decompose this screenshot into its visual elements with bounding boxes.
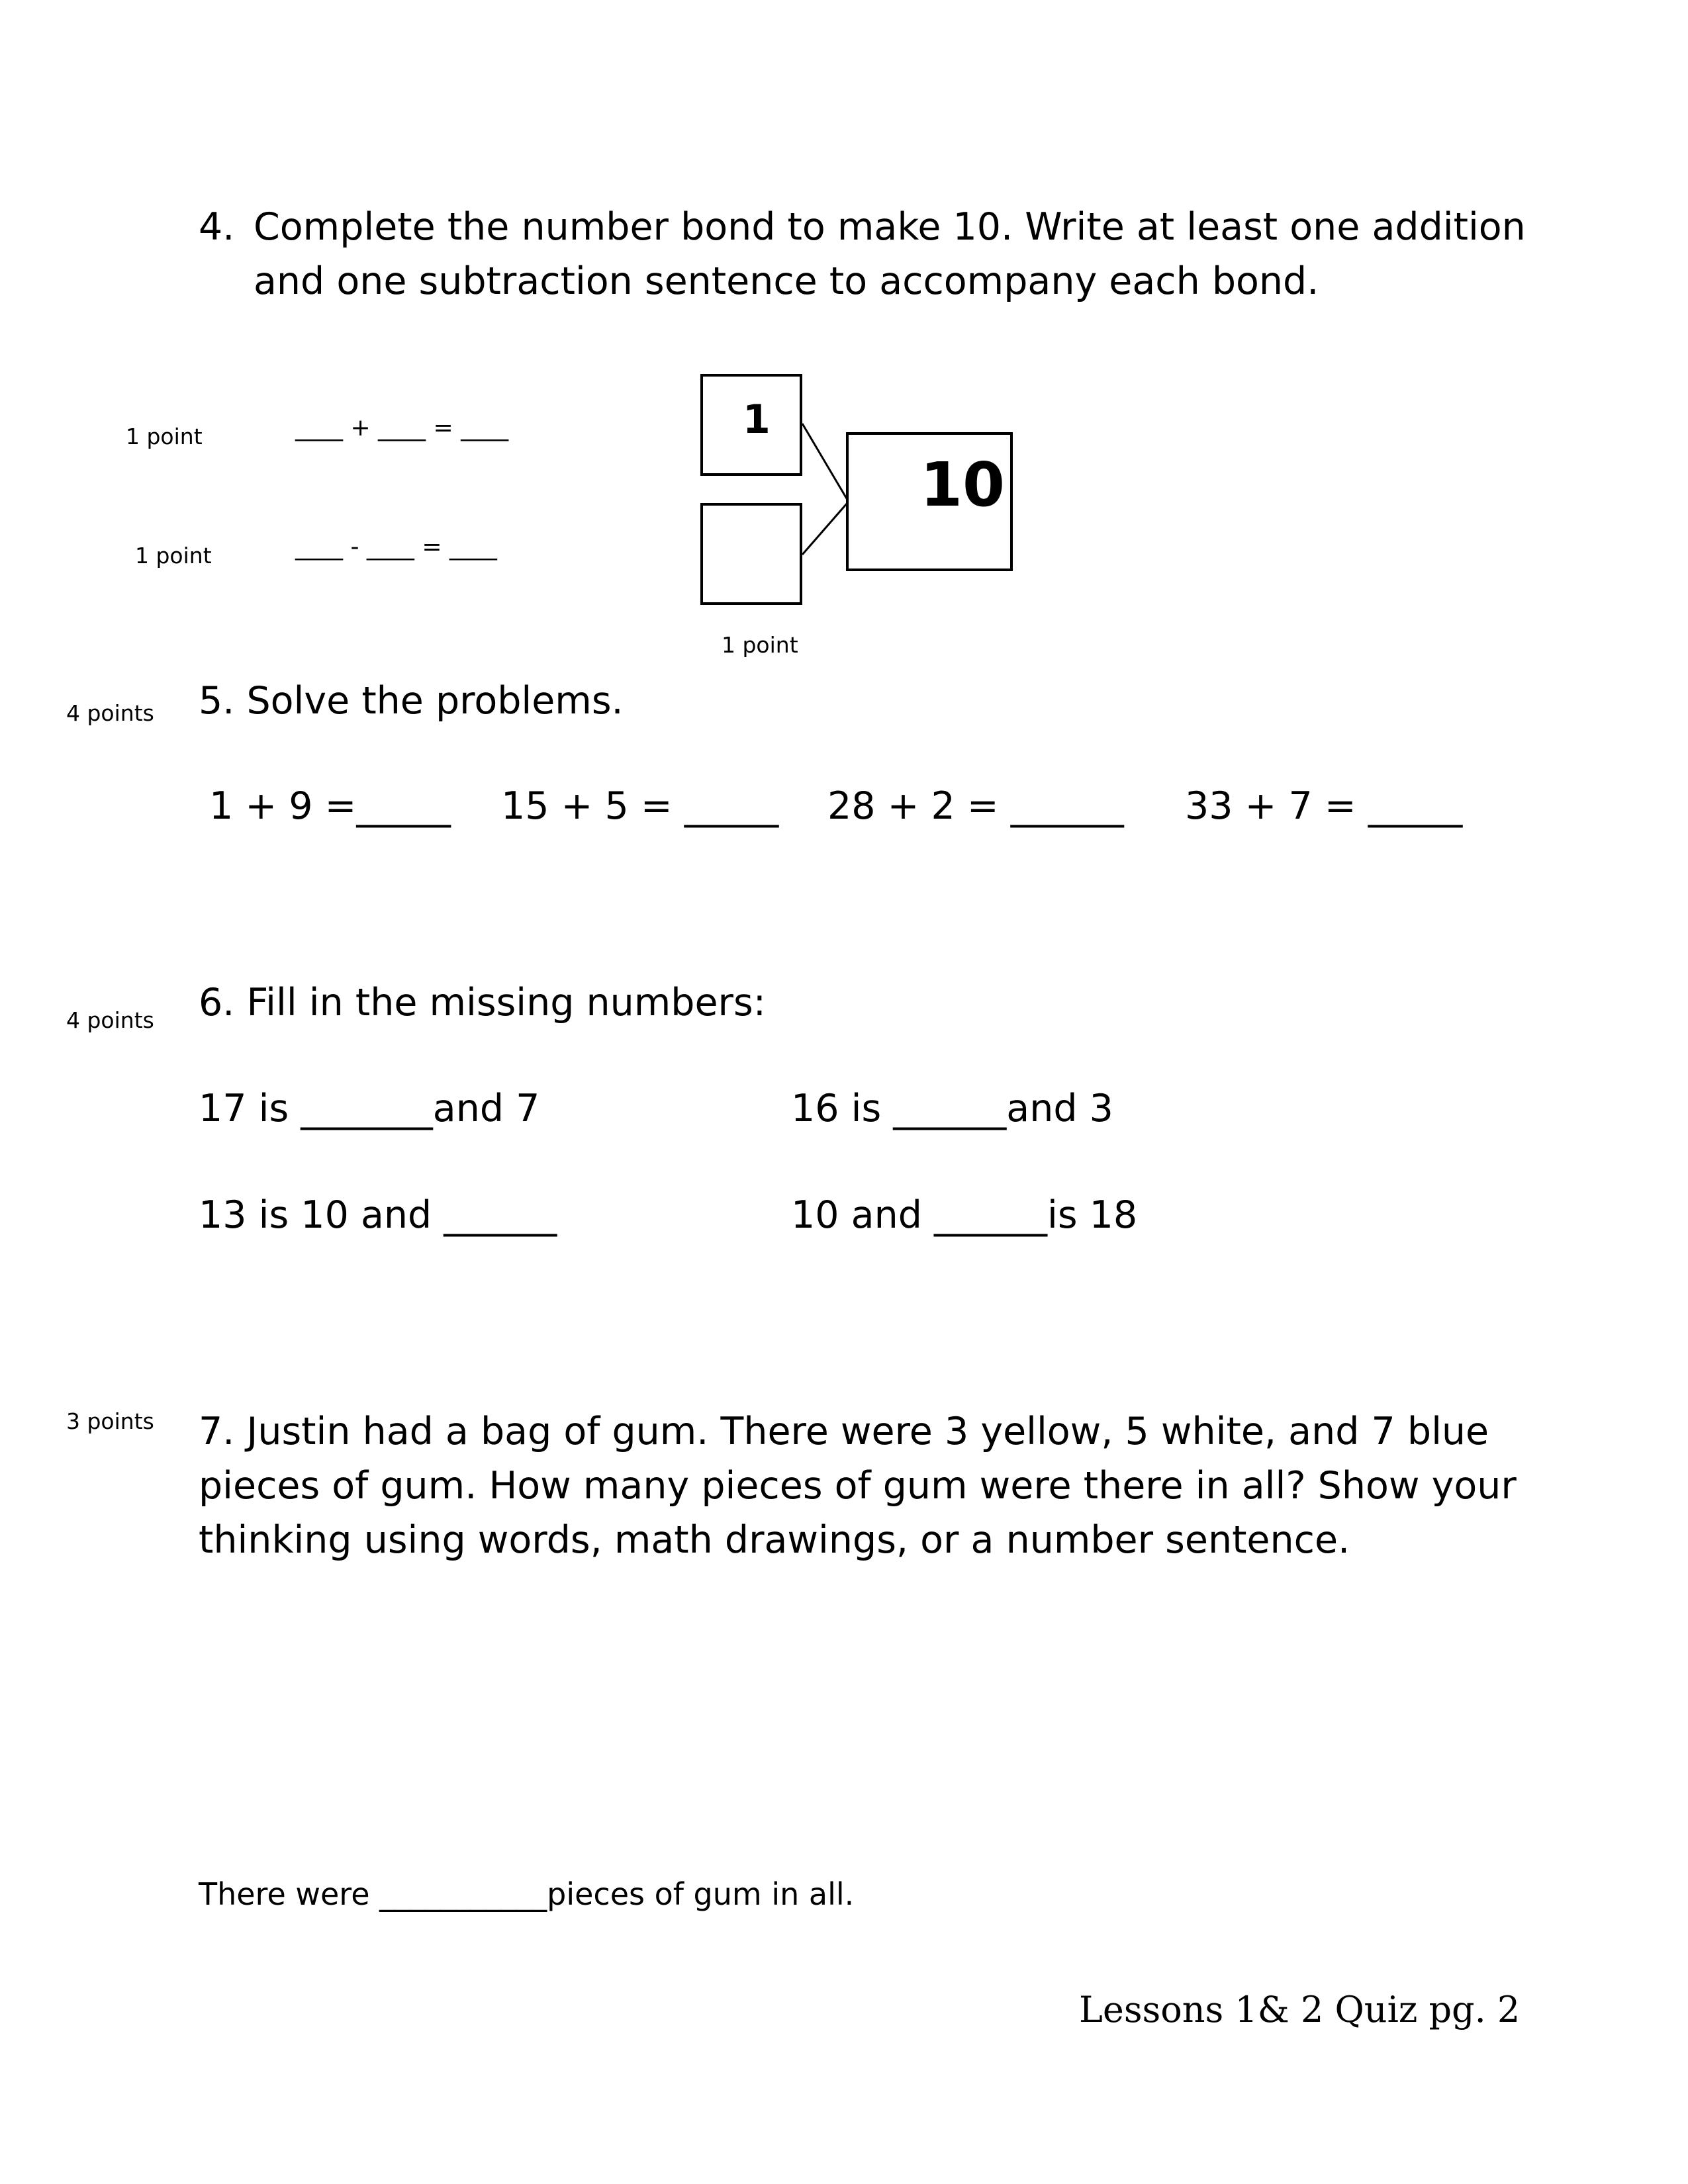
q4-bond-points: 1 point bbox=[722, 632, 798, 658]
q7-text-line1: 7. Justin had a bag of gum. There were 3 yellow, 5 white, and 7 blue bbox=[199, 1410, 1489, 1453]
q5-title: 5. Solve the problems. bbox=[199, 679, 624, 723]
q4-addition-points: 1 point bbox=[126, 424, 203, 449]
q4-text-line2: and one subtraction sentence to accompany each bond. bbox=[254, 259, 1319, 303]
q7-answer-sentence[interactable]: There were ___________pieces of gum in all. bbox=[199, 1876, 855, 1912]
subtraction-sentence-blank[interactable]: ____ - ____ = ____ bbox=[295, 533, 497, 561]
bond-whole-box bbox=[846, 432, 1013, 571]
q4-subtraction-points: 1 point bbox=[135, 543, 212, 569]
q5-problem-1[interactable]: 1 + 9 =_____ bbox=[209, 784, 451, 828]
q7-text-line3: thinking using words, math drawings, or a number sentence. bbox=[199, 1518, 1350, 1562]
addition-sentence-blank[interactable]: ____ + ____ = ____ bbox=[295, 414, 509, 441]
q6-item-4[interactable]: 10 and ______is 18 bbox=[791, 1193, 1138, 1237]
q7-points: 3 points bbox=[66, 1408, 154, 1434]
q5-problem-3[interactable]: 28 + 2 = ______ bbox=[827, 784, 1124, 828]
q6-title: 6. Fill in the missing numbers: bbox=[199, 981, 766, 1024]
bond-part-top-box[interactable] bbox=[700, 374, 802, 476]
q4-text-line1: Complete the number bond to make 10. Write at least one addition bbox=[254, 205, 1526, 249]
bond-line-bottom bbox=[802, 503, 847, 555]
bond-part-bottom-box[interactable] bbox=[700, 503, 802, 605]
q6-points: 4 points bbox=[66, 1007, 154, 1033]
q4-number: 4. bbox=[199, 205, 235, 249]
q5-problem-2[interactable]: 15 + 5 = _____ bbox=[501, 784, 779, 828]
q6-item-2[interactable]: 16 is ______and 3 bbox=[791, 1087, 1113, 1130]
q6-item-1[interactable]: 17 is _______and 7 bbox=[199, 1087, 540, 1130]
bond-part-top-value: 1 bbox=[743, 396, 771, 443]
q6-item-3[interactable]: 13 is 10 and ______ bbox=[199, 1193, 557, 1237]
bond-whole-value: 10 bbox=[920, 449, 1006, 520]
bond-line-top bbox=[802, 424, 847, 500]
q5-points: 4 points bbox=[66, 700, 154, 726]
page-footer: Lessons 1& 2 Quiz pg. 2 bbox=[1079, 1989, 1521, 2030]
q7-text-line2: pieces of gum. How many pieces of gum were there in all? Show your bbox=[199, 1464, 1517, 1508]
q5-problem-4[interactable]: 33 + 7 = _____ bbox=[1185, 784, 1463, 828]
